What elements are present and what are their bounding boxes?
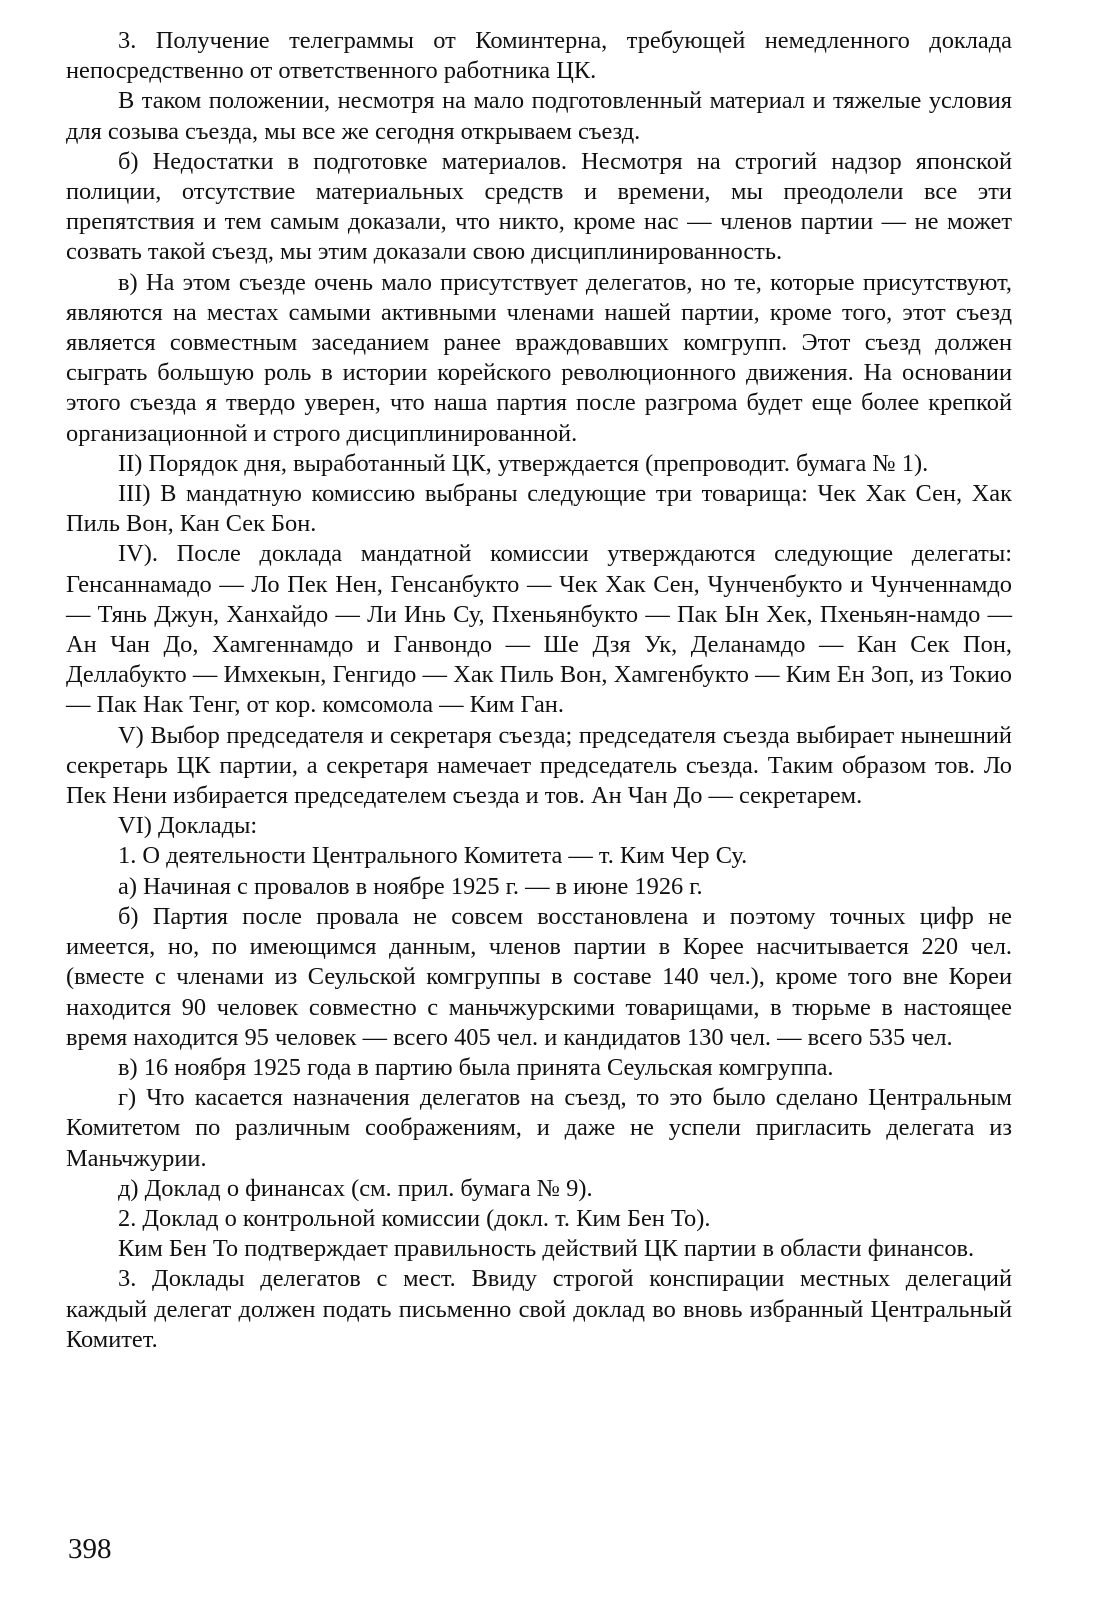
- paragraph-reports-heading: VI) Доклады:: [118, 812, 258, 840]
- paragraph-finance-report: д) Доклад о финансах (см. прил. бумага № 9).: [118, 1174, 593, 1202]
- paragraph-chairman-election: V) Выбор председателя и секретаря съезда; председателя съезда выбирает нынешний секретарь ЦК партии, а секретаря намечает председатель съезда. Таким образом тов. Ло Пек Нени избирается председателем съезда и тов. Ан Чан До — секретарем.: [66, 721, 1012, 810]
- paragraph-approved-delegates: IV). После доклада мандатной комиссии утверждаются следующие делегаты: Генсаннамадо — Ло Пек Нен, Генсанбукто — Чек Хак Сен, Чунченбукто и Чунченнамдо — Тянь Джун, Ханхайдо — Ли Инь Су, Пхеньянбукто — Пак Ын Хек, Пхеньян-намдо — Ан Чан До, Хамгеннамдо и Ганвондо — Ше Дзя Ук, Деланамдо — Кан Сек Пон, Деллабукто — Имхекын, Генгидо — Хак Пиль Вон, Хамгенбукто — Ким Ен Зоп, из Токио — Пак Нак Тенг, от кор. комсомола — Ким Ган.: [66, 540, 1012, 719]
- document-body: [66, 26, 1012, 1355]
- paragraph-seoul-group-admission: в) 16 ноября 1925 года в партию была принята Сеульская комгруппа.: [118, 1053, 834, 1081]
- paragraph-delegate-appointment: г) Что касается назначения делегатов на съезд, то это было сделано Центральным Комитетом по различным соображениям, и даже не успели пригласить делегата из Маньчжурии.: [66, 1084, 1012, 1172]
- paragraph-congress-opening: В таком положении, несмотря на мало подготовленный материал и тяжелые условия для созыва съезда, мы все же сегодня открываем съезд.: [66, 87, 1012, 145]
- paragraph-failures-period: а) Начиная с провалов в ноябре 1925 г. — в июне 1926 г.: [118, 872, 703, 900]
- paragraph-local-reports: 3. Доклады делегатов с мест. Ввиду строгой конспирации местных делегаций каждый делегат должен подать письменно свой доклад во вновь избранный Центральный Комитет.: [66, 1265, 1012, 1353]
- paragraph-mandate-commission: III) В мандатную комиссию выбраны следующие три товарища: Чек Хак Сен, Хак Пиль Вон, Кан Сек Бон.: [66, 480, 1012, 538]
- paragraph-control-commission: 2. Доклад о контрольной комиссии (докл. т. Ким Бен То).: [118, 1204, 711, 1232]
- paragraph-agenda: II) Порядок дня, выработанный ЦК, утверждается (препроводит. бумага № 1).: [118, 449, 929, 477]
- paragraph-telegram-request: 3. Получение телеграммы от Коминтерна, требующей немедленного доклада непосредственно от ответственного работника ЦК.: [66, 27, 1012, 85]
- page-number: 398: [68, 1533, 112, 1565]
- paragraph-delegates-attendance: в) На этом съезде очень мало присутствует делегатов, но те, которые присутствуют, являются на местах самыми активными членами нашей партии, кроме того, этот съезд является совместным заседанием ранее враждовавших комгрупп. Этот съезд должен сыграть большую роль в истории корейского революционного движения. На основании этого съезда я твердо уверен, что наша партия после разгрома будет еще более крепкой организационной и строго дисциплинированной.: [66, 268, 1012, 447]
- paragraph-membership-figures: б) Партия после провала не совсем восстановлена и поэтому точных цифр не имеется, но, по имеющимся данным, членов партии в Корее насчитывается 220 чел. (вместе с членами из Сеульской комгруппы в составе 140 чел.), кроме того вне Кореи находится 90 человек совместно с маньчжурскими товарищами, в тюрьме в настоящее время находится 95 человек — всего 405 чел. и кандидатов 130 чел. — всего 535 чел.: [66, 902, 1012, 1051]
- paragraph-finance-confirmation: Ким Бен То подтверждает правильность действий ЦК партии в области финансов.: [118, 1235, 975, 1263]
- paragraph-central-committee-report: 1. О деятельности Центрального Комитета — т. Ким Чер Су.: [118, 842, 748, 870]
- paragraph-preparation-shortcomings: б) Недостатки в подготовке материалов. Несмотря на строгий надзор японской полиции, отсутствие материальных средств и времени, мы преодолели все эти препятствия и тем самым доказали, что никто, кроме нас — членов партии — не может созвать такой съезд, мы этим доказали свою дисциплинированность.: [66, 147, 1012, 266]
